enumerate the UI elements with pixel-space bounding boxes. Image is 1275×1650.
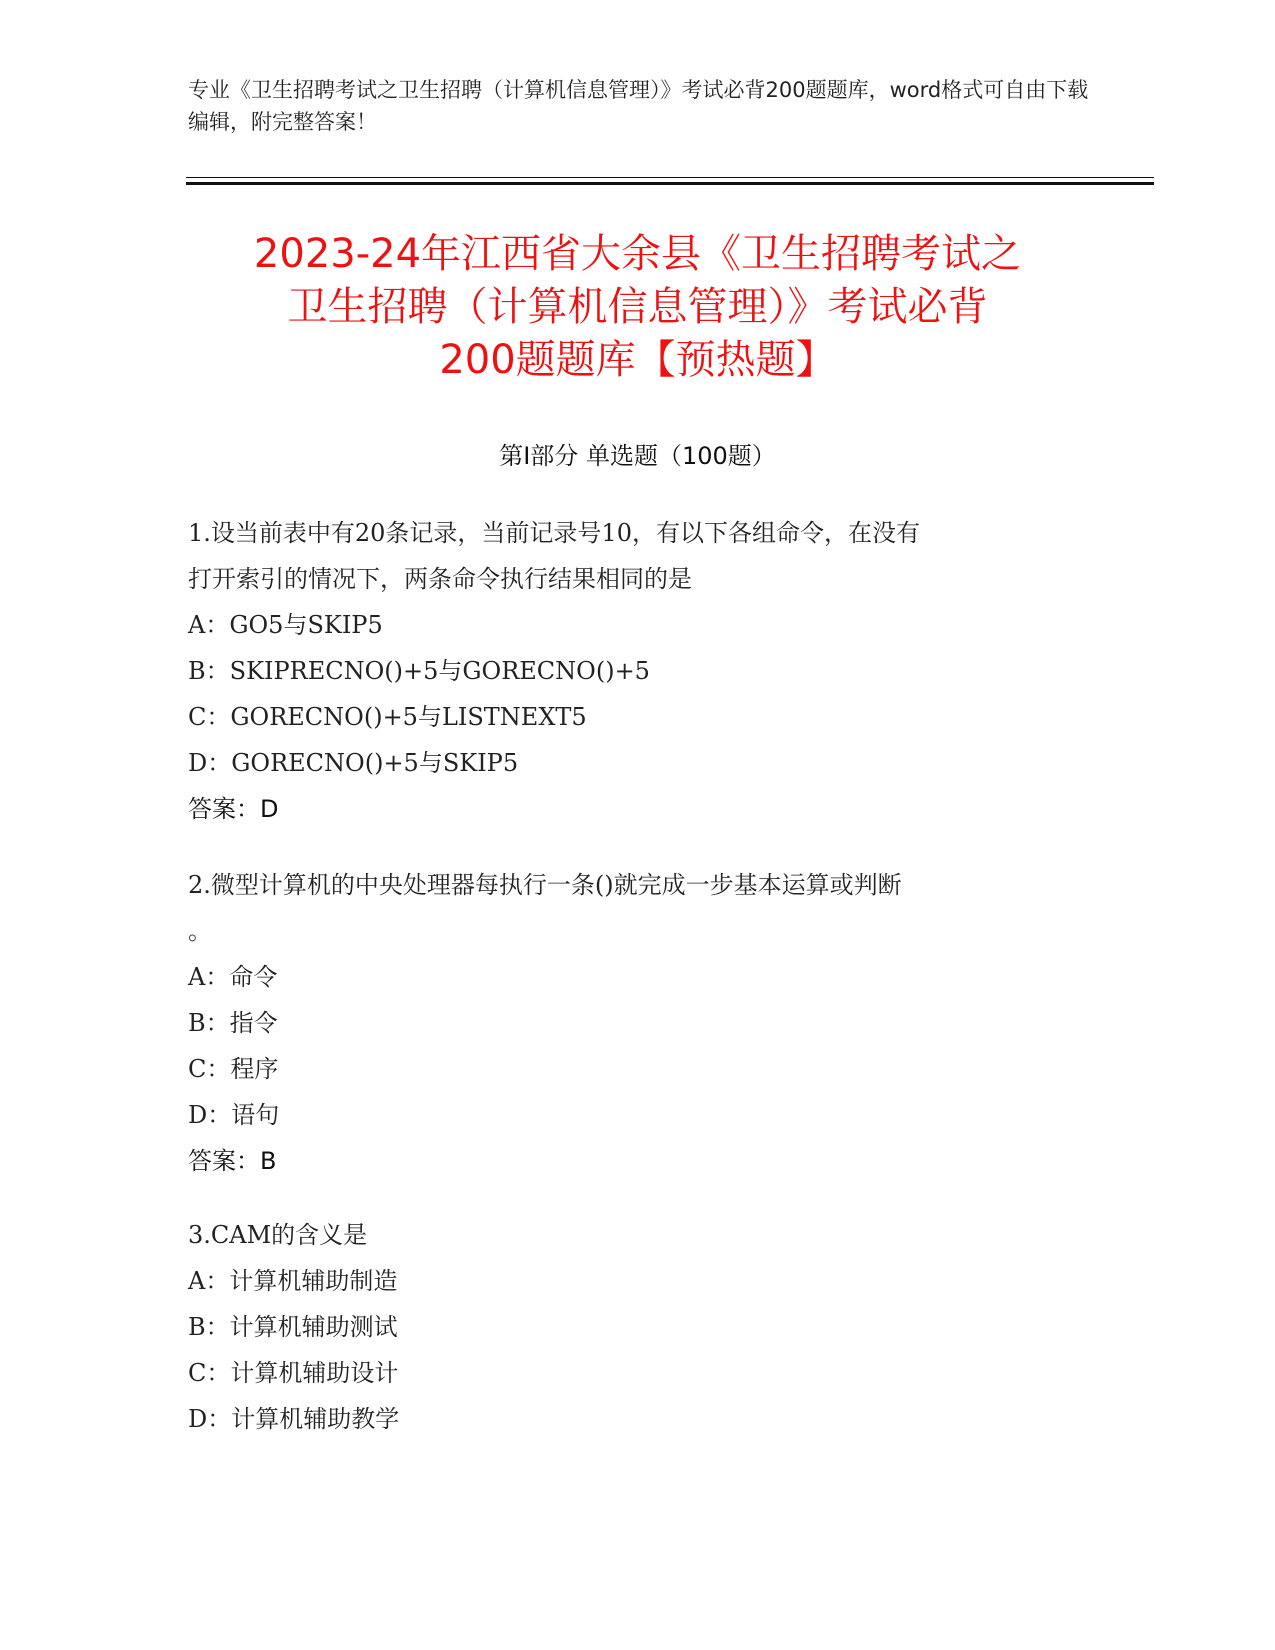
question-1-stem-line-1: 1.设当前表中有20条记录，当前记录号10，有以下各组命令，在没有 <box>188 519 920 547</box>
question-3-stem <box>188 1212 1093 1258</box>
document-title <box>150 228 1125 387</box>
question-1-option-c: C：GORECNO()+5与LISTNEXT5 <box>188 703 587 731</box>
question-3 <box>188 1212 1093 1442</box>
header-divider-thick <box>186 182 1154 185</box>
title-line-1: 2023-24年江西省大余县《卫生招聘考试之 <box>253 231 1022 277</box>
question-1-option-a: A：GO5与SKIP5 <box>188 611 383 639</box>
question-3-option-c: C：计算机辅助设计 <box>188 1359 399 1387</box>
question-2-answer: 答案：B <box>188 1147 277 1175</box>
question-1-stem <box>188 510 1093 602</box>
question-2-stem-line-1: 2.微型计算机的中央处理器每执行一条()就完成一步基本运算或判断 <box>188 871 902 899</box>
question-2-option-a: A：命令 <box>188 963 278 991</box>
question-2-stem-line-2: 。 <box>188 917 212 945</box>
question-1-option-b: B：SKIPRECNO()+5与GORECNO()+5 <box>188 657 650 685</box>
header-divider-thin <box>186 177 1154 178</box>
question-2-option-b: B：指令 <box>188 1009 278 1037</box>
question-3-option-b: B：计算机辅助测试 <box>188 1313 398 1341</box>
question-1-stem-line-2: 打开索引的情况下，两条命令执行结果相同的是 <box>188 565 692 593</box>
question-2-option-c: C：程序 <box>188 1055 279 1083</box>
section-heading: 第Ⅰ部分 单选题（100题） <box>499 442 776 470</box>
question-2-option-d: D：语句 <box>188 1101 280 1129</box>
title-line-2: 卫生招聘（计算机信息管理）》考试必背 <box>287 284 988 330</box>
title-line-3: 200题题库【预热题】 <box>439 337 836 383</box>
question-1 <box>188 510 1093 832</box>
header-note: 专业《卫生招聘考试之卫生招聘（计算机信息管理）》考试必背200题题库，word格式可自由下载编辑，附完整答案！ <box>188 78 1089 134</box>
question-3-stem-line-1: 3.CAM的含义是 <box>188 1221 368 1249</box>
question-1-answer: 答案：D <box>188 795 279 823</box>
question-3-option-a: A：计算机辅助制造 <box>188 1267 398 1295</box>
question-2 <box>188 862 1093 1184</box>
question-3-option-d: D：计算机辅助教学 <box>188 1405 400 1433</box>
question-1-option-d: D：GORECNO()+5与SKIP5 <box>188 749 519 777</box>
question-2-stem <box>188 862 1093 954</box>
